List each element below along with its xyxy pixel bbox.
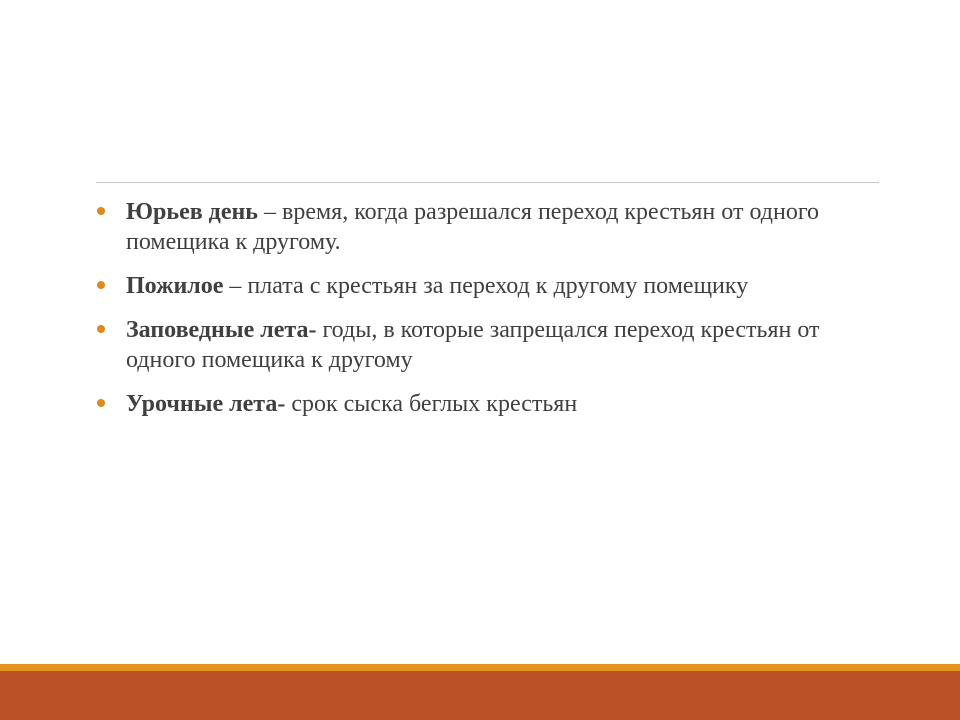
bullet-dot-icon [97,399,105,407]
bullet-text: – время, когда разрешался переход крестьян от одного помещика к другому. [126,199,820,255]
bullet-item-yuriev-den [96,197,886,257]
bullet-text: – плата с крестьян за переход к другому помещику [223,273,749,299]
title-divider-line [96,182,879,183]
bullet-term: Урочные лета- [126,391,286,417]
footer-accent-stripe [0,664,960,671]
bullet-list [96,197,886,419]
bullet-dot-icon [97,207,105,215]
bullet-item-pozhiloe [96,271,886,301]
bullet-term: Юрьев день [126,199,258,225]
bullet-item-urochnye-leta [96,389,886,419]
slide-body [96,197,886,433]
bullet-term: Пожилое [126,273,224,299]
bullet-dot-icon [97,281,105,289]
footer-band [0,671,960,720]
bullet-text: срок сыска беглых крестьян [285,391,578,417]
bullet-dot-icon [97,325,105,333]
bullet-term: Заповедные лета- [126,317,317,343]
bullet-item-zapovednye-leta [96,315,886,375]
bullet-text: годы, в которые запрещался переход крестьян от одного помещика к другому [126,317,820,373]
